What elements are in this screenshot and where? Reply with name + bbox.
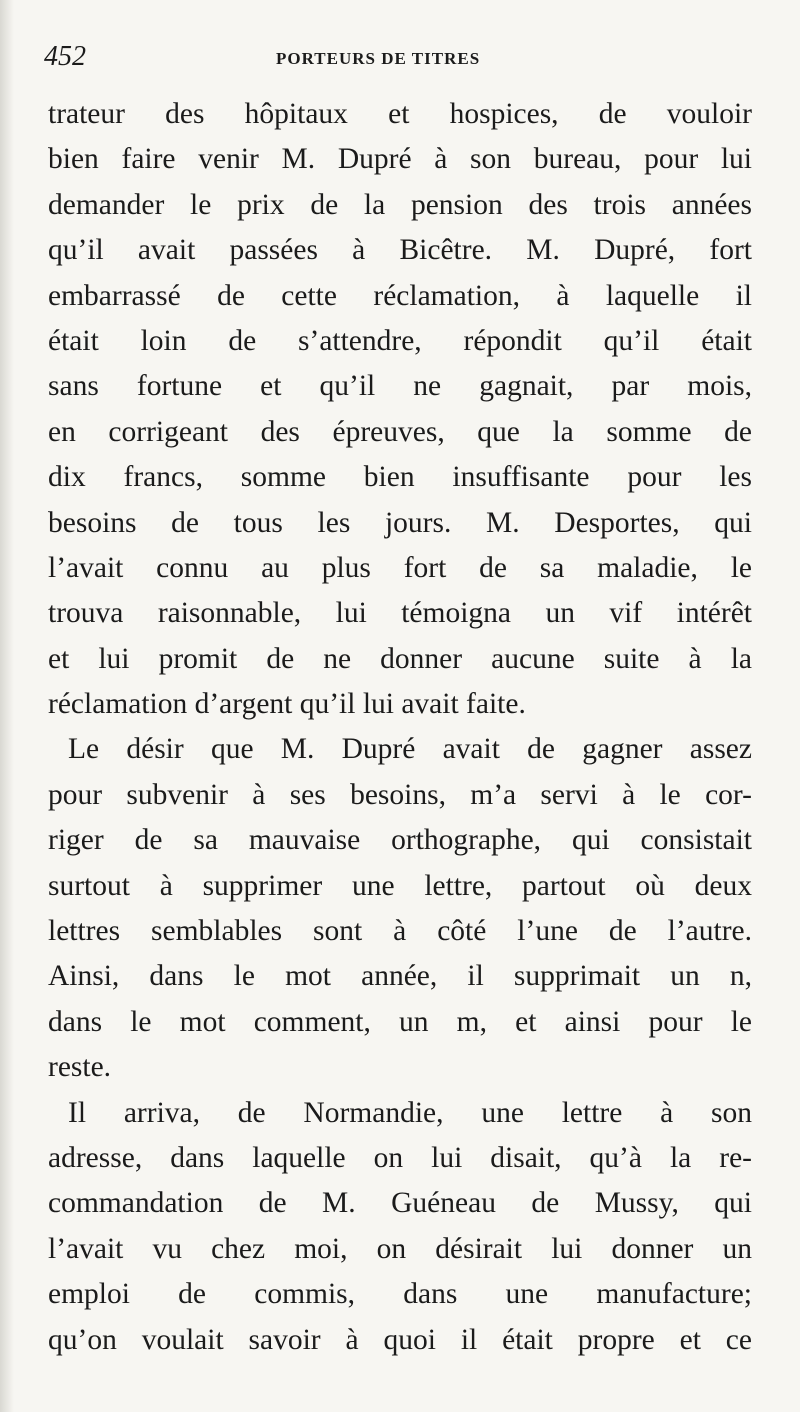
text-line: demander le prix de la pension des trois années: [48, 188, 752, 221]
page-header: [44, 40, 750, 74]
text-line: l’avait connu au plus fort de sa maladie, le: [48, 551, 752, 584]
text-line: Le désir que M. Dupré avait de gagner assez: [68, 733, 752, 766]
text-line: riger de sa mauvaise orthographe, qui consistait: [48, 824, 752, 857]
text-line: pour subvenir à ses besoins, m’a servi à le cor-: [48, 778, 752, 811]
text-line: emploi de commis, dans une manufacture;: [48, 1278, 752, 1311]
text-line: besoins de tous les jours. M. Desportes, qui: [48, 506, 752, 539]
text-line: reste.: [48, 1051, 112, 1084]
text-line: bien faire venir M. Dupré à son bureau, pour lui: [48, 143, 752, 176]
page-gutter-shadow: [0, 0, 14, 1412]
text-line: qu’il avait passées à Bicêtre. M. Dupré, fort: [48, 234, 752, 267]
text-line: qu’on voulait savoir à quoi il était propre et ce: [48, 1323, 752, 1356]
text-line: trouva raisonnable, lui témoigna un vif intérêt: [48, 597, 752, 630]
text-line: surtout à supprimer une lettre, partout où deux: [48, 869, 752, 902]
page-number: 452: [44, 41, 86, 72]
text-line: Ainsi, dans le mot année, il supprimait un n,: [48, 960, 752, 993]
body-text: [48, 92, 752, 1363]
text-line: embarrassé de cette réclamation, à laquelle il: [48, 279, 752, 312]
text-line: dans le mot comment, un m, et ainsi pour le: [48, 1005, 752, 1038]
text-line: l’avait vu chez moi, on désirait lui donner un: [48, 1232, 752, 1265]
running-head: PORTEURS DE TITRES: [276, 49, 481, 68]
text-line: et lui promit de ne donner aucune suite à la: [48, 642, 752, 675]
text-line: adresse, dans laquelle on lui disait, qu’à la re-: [48, 1141, 752, 1174]
text-line: dix francs, somme bien insuffisante pour les: [48, 461, 752, 494]
text-line: Il arriva, de Normandie, une lettre à son: [68, 1096, 752, 1129]
text-line: réclamation d’argent qu’il lui avait faite.: [48, 688, 526, 721]
text-line: trateur des hôpitaux et hospices, de vouloir: [48, 98, 752, 130]
text-line: était loin de s’attendre, répondit qu’il était: [48, 324, 752, 357]
text-line: en corrigeant des épreuves, que la somme de: [48, 415, 752, 448]
text-line: commandation de M. Guéneau de Mussy, qui: [48, 1187, 752, 1220]
text-line: lettres semblables sont à côté l’une de l’autre.: [48, 915, 752, 948]
text-line: sans fortune et qu’il ne gagnait, par mois,: [48, 370, 752, 403]
